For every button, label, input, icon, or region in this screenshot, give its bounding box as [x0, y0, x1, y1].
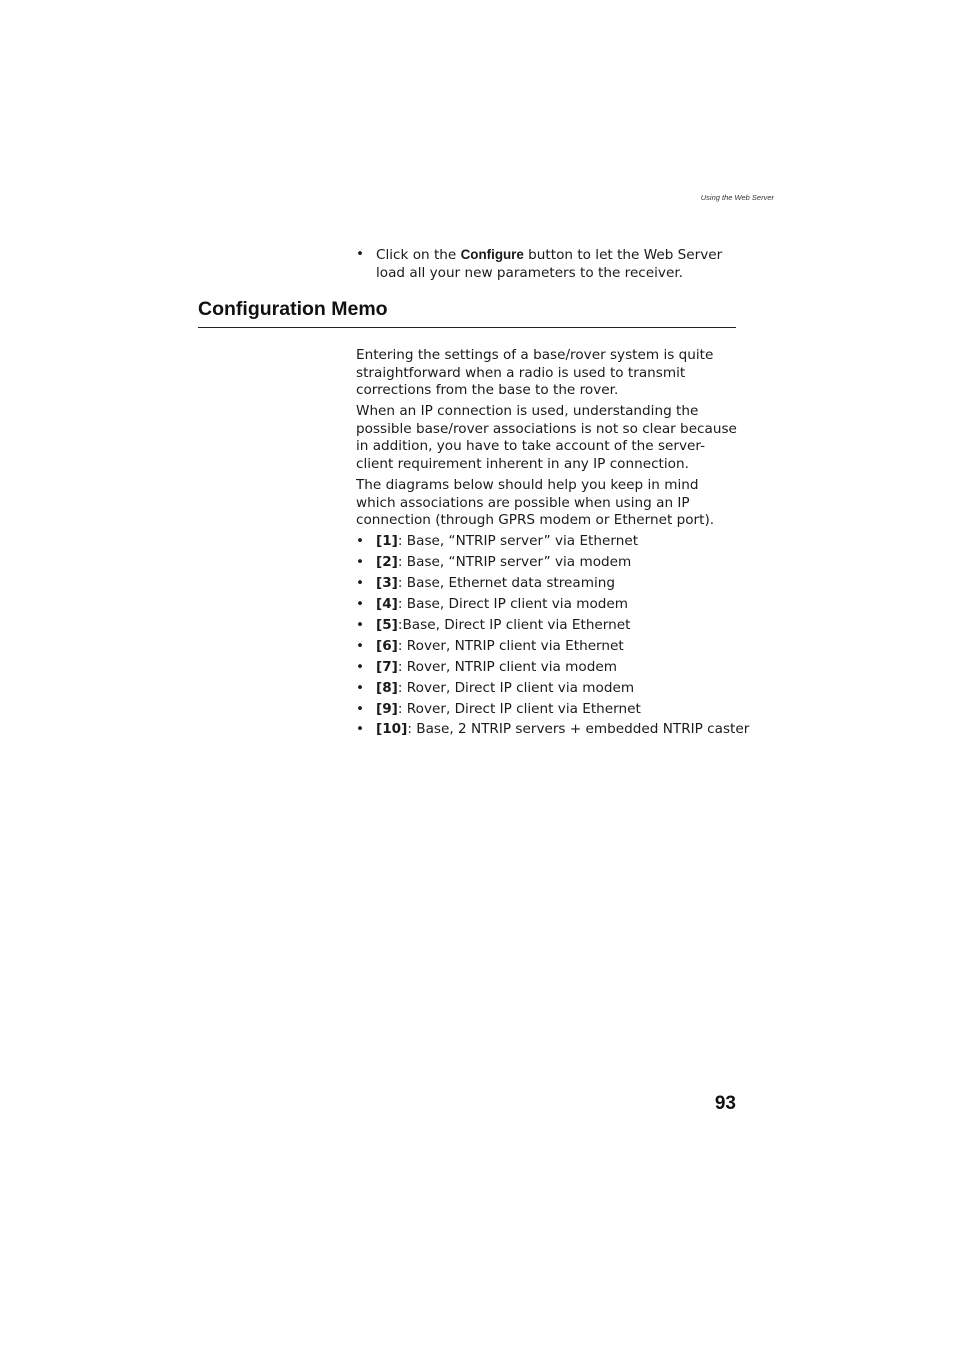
item-tag: [6] [376, 637, 398, 654]
bullet-dot: • [356, 575, 365, 592]
diagram-list [356, 533, 750, 742]
item-text: : Base, “NTRIP server” via Ethernet [397, 533, 639, 550]
bullet-dot: • [356, 658, 365, 675]
list-item [356, 721, 750, 742]
list-item [356, 533, 740, 554]
item-tag: [3] [376, 575, 398, 592]
paragraph: The diagrams below should help you keep in mind which associations are possible when using an IP connection (through GPRS modem or Ethernet port). [356, 477, 715, 529]
list-item [356, 680, 740, 701]
bullet-dot: • [356, 617, 365, 633]
section-divider [198, 327, 736, 328]
item-text: : Rover, Direct IP client via modem [397, 679, 635, 696]
bullet-dot: • [356, 679, 365, 696]
section-title: Configuration Memo [198, 298, 388, 320]
configure-button-reference: Configure [460, 247, 524, 262]
list-item [356, 554, 740, 575]
item-tag: [4] [376, 596, 398, 613]
list-item [356, 596, 740, 617]
item-tag: [2] [376, 554, 398, 571]
bullet-dot: • [356, 596, 365, 613]
item-tag: [5] [376, 617, 398, 633]
item-text: : Rover, NTRIP client via modem [397, 658, 617, 675]
list-item [356, 638, 740, 659]
intro-text-after: button to let the Web Server load all your new parameters to the receiver. [376, 247, 723, 281]
item-text: :Base, Direct IP client via Ethernet [397, 617, 631, 633]
paragraph: Entering the settings of a base/rover system is quite straightforward when a radio is used to transmit corrections from the base to the rover. [356, 347, 714, 399]
list-item [356, 701, 740, 722]
list-item [356, 659, 740, 680]
section-body [356, 347, 750, 742]
list-item [356, 617, 740, 638]
bullet-dot: • [356, 637, 365, 654]
item-tag: [8] [376, 679, 398, 696]
item-text: : Base, 2 NTRIP servers + embedded NTRIP caster [407, 721, 750, 738]
page-number: 93 [714, 1093, 736, 1114]
item-text: : Base, Ethernet data streaming [397, 575, 616, 592]
item-text: : Base, Direct IP client via modem [397, 596, 629, 613]
bullet-dot: • [356, 533, 365, 550]
bullet-dot: • [356, 700, 365, 717]
intro-bullet [356, 246, 740, 282]
paragraph: When an IP connection is used, understanding the possible base/rover associations is not so clear because in addition, you have to take account of the server-client requirement inherent in any IP connection. [356, 403, 737, 473]
bullet-dot: • [356, 246, 365, 262]
item-text: : Base, “NTRIP server” via modem [397, 554, 632, 571]
item-tag: [7] [376, 658, 398, 675]
running-header: Using the Web Server [700, 193, 774, 202]
bullet-dot: • [356, 554, 365, 571]
item-tag: [1] [376, 533, 398, 550]
item-tag: [10] [376, 721, 408, 738]
intro-text-before: Click on the [376, 247, 461, 263]
item-tag: [9] [376, 700, 398, 717]
bullet-dot: • [356, 721, 365, 738]
list-item [356, 575, 740, 596]
item-text: : Rover, NTRIP client via Ethernet [397, 637, 624, 654]
bullet-item [356, 246, 740, 282]
item-text: : Rover, Direct IP client via Ethernet [397, 700, 641, 717]
